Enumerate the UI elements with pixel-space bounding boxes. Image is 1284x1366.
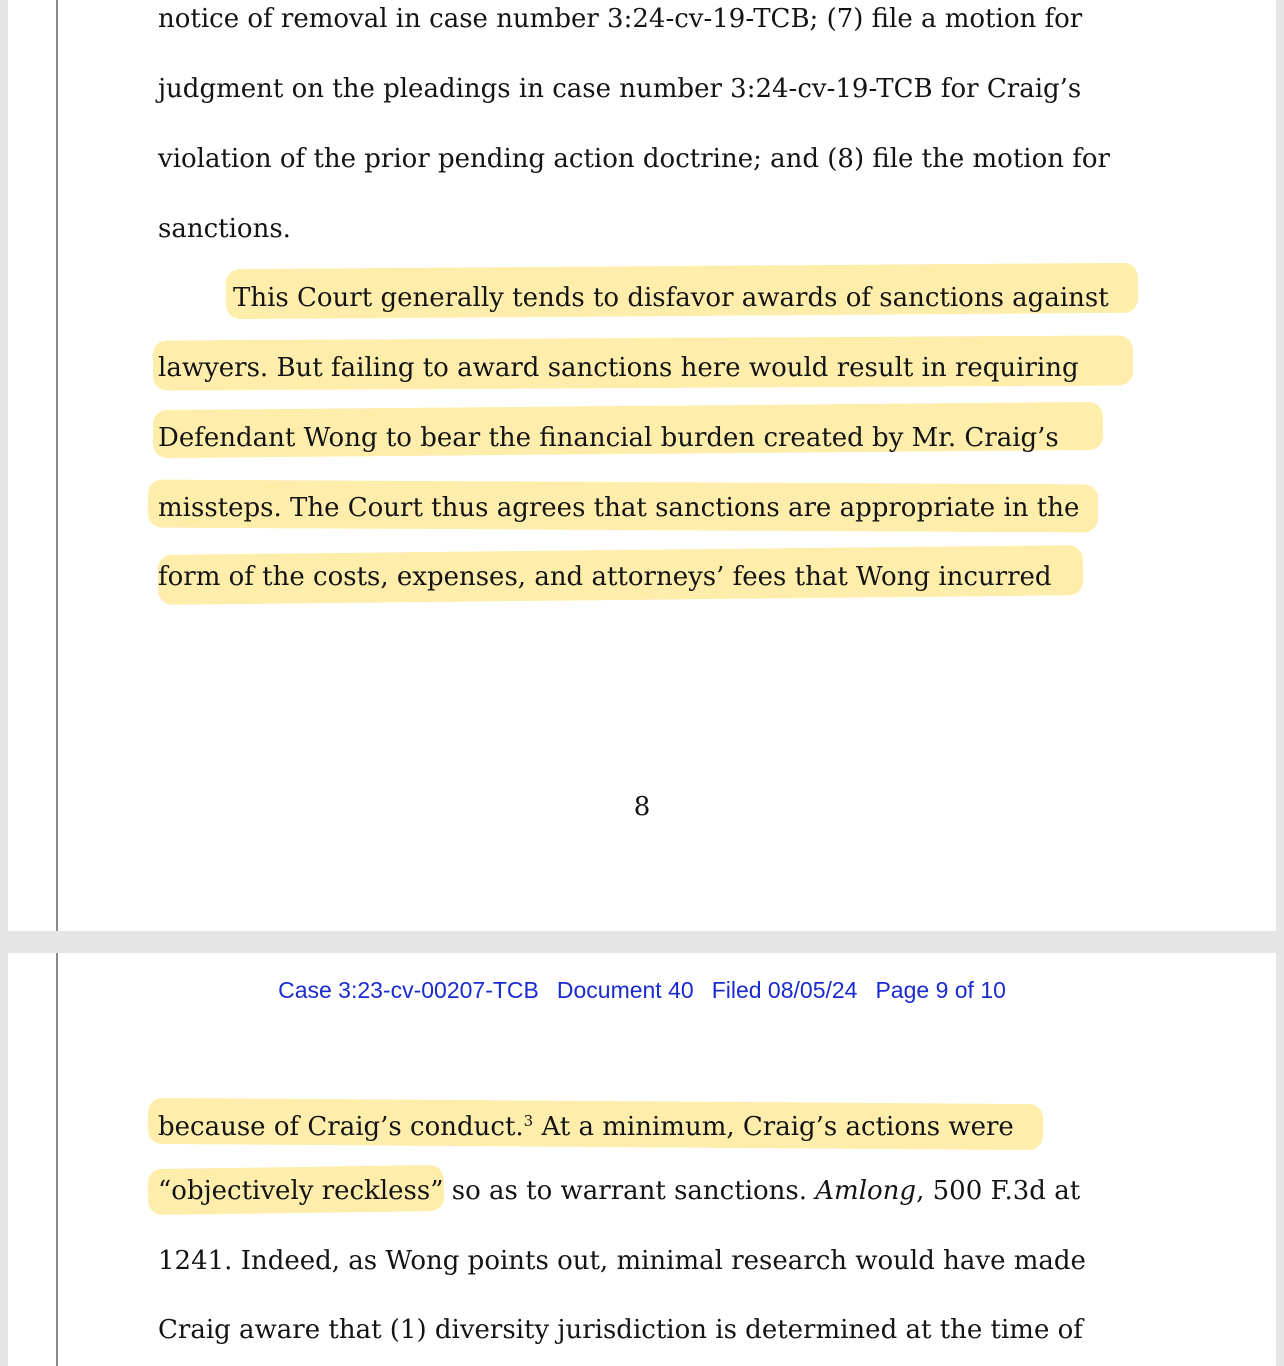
body-text-line: notice of removal in case number 3:24-cv-19-TCB; (7) file a motion for <box>158 4 1083 34</box>
body-text-line: violation of the prior pending action doctrine; and (8) file the motion for <box>158 144 1110 174</box>
document-number: Document 40 <box>556 977 694 1003</box>
document-page-8 <box>8 0 1276 931</box>
body-text-line: lawyers. But failing to award sanctions here would result in requiring <box>158 353 1079 383</box>
text-segment: , 500 F.3d at <box>916 1176 1081 1206</box>
footnote-marker: 3 <box>523 1112 534 1130</box>
body-text-line: Craig aware that (1) diversity jurisdiction is determined at the time of <box>158 1315 1083 1345</box>
body-text-line: judgment on the pleadings in case number 3:24-cv-19-TCB for Craig’s <box>158 74 1082 104</box>
filed-date: Filed 08/05/24 <box>711 977 858 1003</box>
text-segment: At a minimum, Craig’s actions were <box>533 1112 1014 1142</box>
case-citation: Amlong <box>815 1176 917 1206</box>
body-text-line: form of the costs, expenses, and attorneys’ fees that Wong incurred <box>158 562 1052 592</box>
case-header <box>8 977 1276 1004</box>
text-segment: because of Craig’s conduct. <box>158 1112 524 1142</box>
body-text-line: sanctions. <box>158 214 291 244</box>
body-text-line <box>158 1106 1014 1142</box>
body-text-line: This Court generally tends to disfavor awards of sanctions against <box>233 283 1109 313</box>
page-binding-line <box>56 953 58 1366</box>
body-text-line: 1241. Indeed, as Wong points out, minimal research would have made <box>158 1246 1086 1276</box>
text-segment: “objectively reckless” so as to warrant sanctions. <box>158 1176 816 1206</box>
page-number: 8 <box>633 792 651 822</box>
body-text-line: missteps. The Court thus agrees that sanctions are appropriate in the <box>158 493 1080 523</box>
case-number: Case 3:23-cv-00207-TCB <box>278 977 539 1003</box>
page-indicator: Page 9 of 10 <box>875 977 1006 1003</box>
body-text-line <box>158 1176 1080 1206</box>
document-page-9 <box>8 953 1276 1366</box>
body-text-line: Defendant Wong to bear the financial burden created by Mr. Craig’s <box>158 423 1059 453</box>
